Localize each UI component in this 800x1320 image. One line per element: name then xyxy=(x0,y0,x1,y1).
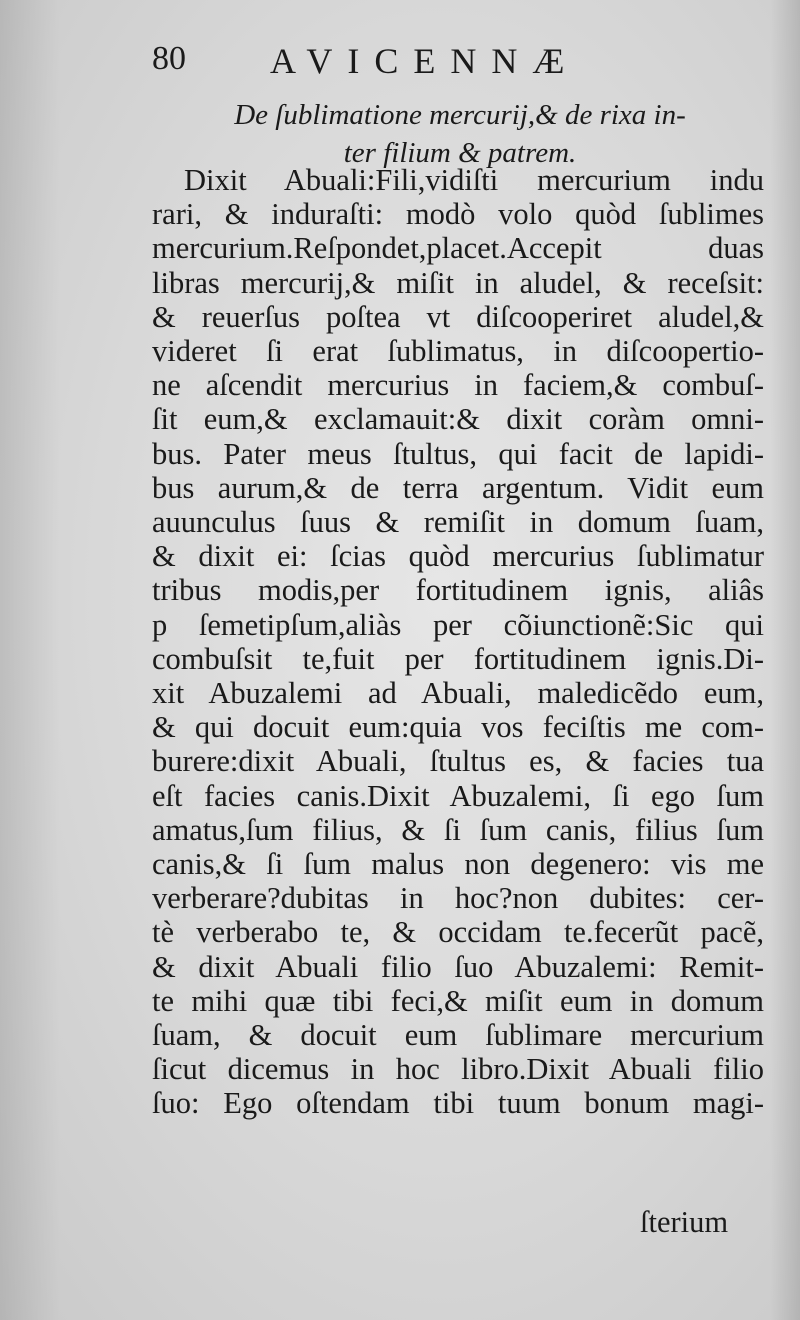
running-head: AVICENNÆ xyxy=(270,41,580,81)
text-line: eſt facies canis.Dixit Abuzalemi, ſi ego ſum xyxy=(152,778,764,813)
text-line: auunculus ſuus & remiſit in domum ſuam, xyxy=(152,505,764,540)
text-line: burere:dixit Abuali, ſtultus es, & facies tua xyxy=(152,744,764,779)
text-line: te mihi quæ tibi feci,& miſit eum in domum xyxy=(152,983,764,1018)
text-line: ſit eum,& exclamauit:& dixit coràm omni- xyxy=(152,402,764,437)
page-edge-shadow xyxy=(770,0,800,1320)
text-line: mercurium.Reſpondet,placet.Accepit duas xyxy=(152,231,764,266)
text-line: ſicut dicemus in hoc libro.Dixit Abuali filio xyxy=(152,1052,764,1087)
text-line: tè verberabo te, & occidam te.fecerũt pacẽ, xyxy=(152,915,764,950)
text-line: ſuam, & docuit eum ſublimare mercurium xyxy=(152,1018,764,1053)
text-line: Dixit Abuali:Fili,vidiſti mercurium indu xyxy=(184,163,764,197)
spine-shadow xyxy=(0,0,60,1320)
page-number: 80 xyxy=(152,40,186,77)
body-text xyxy=(152,163,764,1121)
text-line: bus. Pater meus ſtultus, qui facit de lapidi- xyxy=(152,436,764,471)
text-line: p ſemetipſum,aliàs per cõiunctionẽ:Sic qui xyxy=(152,607,764,642)
chapter-title xyxy=(200,96,720,172)
text-line: combuſsit te,fuit per fortitudinem ignis.Di- xyxy=(152,641,764,676)
text-line: & dixit ei: ſcias quòd mercurius ſublimatur xyxy=(152,539,764,574)
chapter-title-line: De ſublimatione mercurij,& de rixa in- xyxy=(234,99,686,131)
text-line: rari, & induraſti: modò volo quòd ſublimes xyxy=(152,197,764,232)
text-line: libras mercurij,& miſit in aludel, & receſsit: xyxy=(152,265,764,300)
page-header xyxy=(152,36,672,86)
chapter-title-line: ter filium & patrem. xyxy=(343,137,577,169)
text-line: amatus,ſum filius, & ſi ſum canis, filius ſum xyxy=(152,812,764,847)
text-line: bus aurum,& de terra argentum. Vidit eum xyxy=(152,470,764,505)
text-line: & reuerſus poſtea vt diſcooperiret aludel,& xyxy=(152,299,764,334)
text-line: & qui docuit eum:quia vos feciſtis me com- xyxy=(152,710,764,745)
text-line: tribus modis,per fortitudinem ignis, aliâs xyxy=(152,573,764,608)
text-line: canis,& ſi ſum malus non degenero: vis me xyxy=(152,847,764,882)
text-line: ſuo: Ego oſtendam tibi tuum bonum magi- xyxy=(152,1086,764,1121)
text-line: ne aſcendit mercurius in faciem,& combuſ- xyxy=(152,368,764,403)
catchword: ſterium xyxy=(640,1205,729,1239)
text-line: videret ſi erat ſublimatus, in diſcoopertio- xyxy=(152,334,764,369)
text-line: xit Abuzalemi ad Abuali, maledicẽdo eum, xyxy=(152,676,764,711)
text-line: & dixit Abuali filio ſuo Abuzalemi: Remit- xyxy=(152,949,764,984)
text-line: verberare?dubitas in hoc?non dubites: cer- xyxy=(152,881,764,916)
